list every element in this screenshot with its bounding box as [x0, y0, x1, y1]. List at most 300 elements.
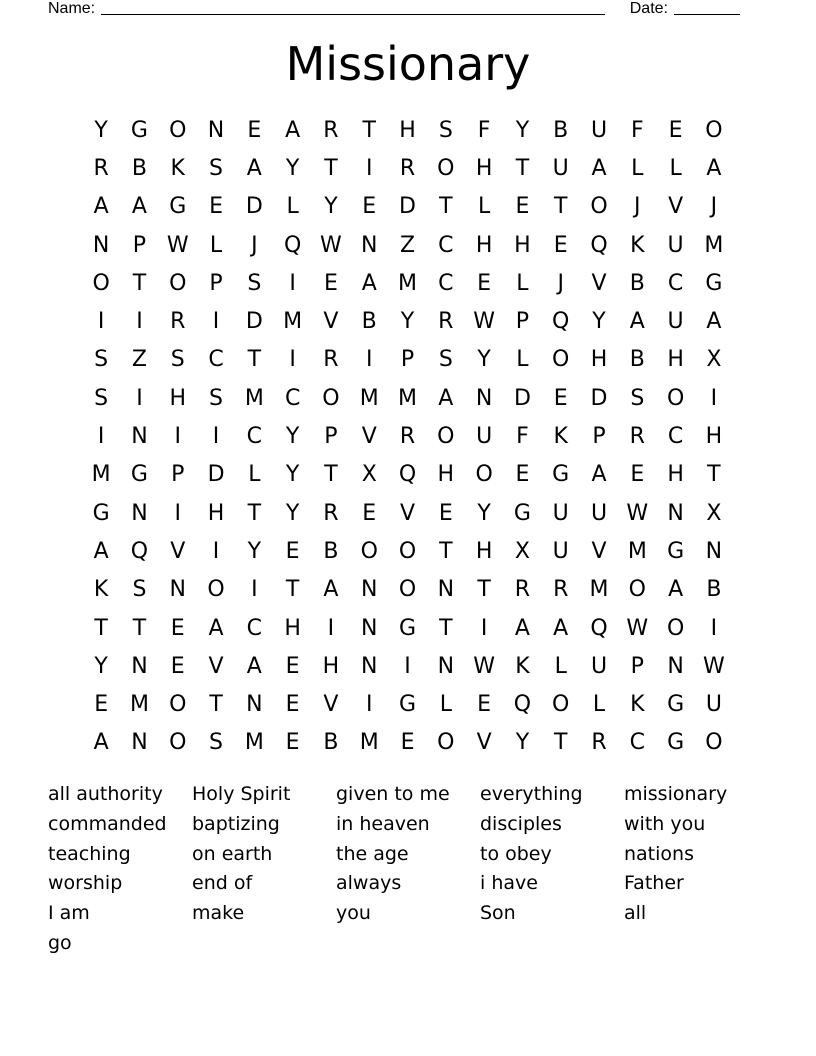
grid-letter[interactable]: E [438, 500, 453, 526]
grid-letter[interactable]: N [437, 653, 455, 679]
grid-letter[interactable]: Y [285, 424, 300, 450]
grid-letter[interactable]: O [437, 424, 455, 450]
grid-letter[interactable]: Y [94, 117, 108, 143]
grid-letter[interactable]: G [667, 692, 685, 718]
grid-letter[interactable]: R [553, 577, 569, 603]
grid-letter[interactable]: N [207, 117, 225, 143]
grid-letter[interactable]: T [707, 462, 721, 488]
grid-letter[interactable]: G [513, 500, 531, 526]
grid-letter[interactable]: C [208, 347, 224, 373]
grid-letter[interactable]: W [626, 615, 649, 641]
grid-letter[interactable]: L [554, 653, 567, 679]
grid-letter[interactable]: T [209, 692, 223, 718]
grid-letter[interactable]: V [361, 424, 377, 450]
name-blank-line[interactable] [101, 0, 605, 15]
grid-letter[interactable]: R [438, 309, 454, 335]
grid-letter[interactable]: I [404, 653, 411, 679]
grid-letter[interactable]: O [552, 692, 570, 718]
grid-letter[interactable]: A [706, 309, 722, 335]
grid-letter[interactable]: J [634, 194, 641, 220]
grid-letter[interactable]: H [667, 462, 684, 488]
grid-letter[interactable]: E [477, 692, 492, 718]
grid-letter[interactable]: N [131, 730, 148, 756]
grid-letter[interactable]: N [475, 385, 493, 411]
grid-letter[interactable]: Z [399, 232, 416, 258]
grid-letter[interactable]: M [704, 232, 724, 258]
grid-letter[interactable]: C [629, 730, 645, 756]
grid-letter[interactable]: Q [552, 309, 570, 335]
grid-letter[interactable]: S [94, 347, 109, 373]
grid-letter[interactable]: L [477, 194, 491, 220]
word-list-item: commanded [48, 812, 167, 835]
grid-letter[interactable]: I [97, 424, 105, 450]
grid-letter[interactable]: E [323, 270, 338, 296]
word-list-item: missionary [624, 783, 728, 805]
grid-letter[interactable]: A [438, 385, 454, 411]
grid-letter[interactable]: A [553, 615, 569, 641]
grid-letter[interactable]: P [324, 424, 338, 450]
word-list-item: make [192, 902, 245, 925]
grid-letter[interactable]: H [590, 347, 608, 373]
grid-letter[interactable]: O [360, 538, 378, 564]
grid-letter[interactable]: M [359, 730, 379, 756]
grid-letter[interactable]: Y [285, 462, 300, 488]
grid-letter[interactable]: I [212, 538, 220, 564]
grid-letter[interactable]: A [323, 577, 339, 603]
grid-letter[interactable]: O [666, 615, 685, 641]
grid-letter[interactable]: T [553, 730, 568, 756]
grid-letter[interactable]: S [209, 385, 224, 411]
grid-letter[interactable]: Q [130, 538, 149, 564]
grid-letter[interactable]: G [130, 117, 148, 143]
grid-letter[interactable]: U [552, 500, 569, 526]
grid-letter[interactable]: M [129, 692, 149, 718]
grid-letter[interactable]: Y [94, 653, 108, 679]
grid-letter[interactable]: I [289, 270, 296, 296]
grid-letter[interactable]: R [399, 424, 416, 450]
grid-letter[interactable]: L [631, 155, 644, 181]
grid-letter[interactable]: U [667, 232, 684, 258]
grid-letter[interactable]: Y [515, 730, 530, 756]
grid-letter[interactable]: H [207, 500, 225, 526]
grid-letter[interactable]: Z [131, 347, 147, 373]
grid-letter[interactable]: K [630, 692, 645, 718]
grid-letter[interactable]: G [398, 692, 417, 718]
word-list-item: go [48, 931, 72, 954]
grid-letter[interactable]: M [91, 462, 111, 488]
grid-letter[interactable]: E [170, 653, 185, 679]
grid-letter[interactable]: H [322, 653, 340, 679]
grid-letter[interactable]: A [93, 194, 109, 220]
grid-letter[interactable]: O [705, 730, 723, 756]
grid-letter[interactable]: L [209, 232, 223, 258]
letter-grid [82, 111, 733, 762]
grid-letter[interactable]: S [438, 347, 453, 373]
grid-letter[interactable]: W [626, 500, 649, 526]
grid-letter[interactable]: N [437, 577, 455, 603]
grid-letter[interactable]: D [513, 385, 531, 411]
grid-letter[interactable]: G [92, 500, 110, 526]
grid-letter[interactable]: E [362, 500, 377, 526]
grid-letter[interactable]: H [399, 117, 416, 143]
grid-letter[interactable]: F [630, 117, 644, 143]
grid-letter[interactable]: N [667, 653, 684, 679]
grid-letter[interactable]: O [552, 347, 570, 373]
grid-letter[interactable]: B [706, 577, 722, 603]
grid-letter[interactable]: I [174, 500, 181, 526]
grid-letter[interactable]: O [322, 385, 340, 411]
grid-letter[interactable]: U [590, 500, 608, 526]
grid-letter[interactable]: C [246, 424, 263, 450]
grid-letter[interactable]: A [706, 155, 722, 181]
grid-letter[interactable]: N [360, 653, 378, 679]
grid-letter[interactable]: X [706, 347, 722, 373]
grid-letter[interactable]: I [97, 309, 105, 335]
grid-letter[interactable]: X [361, 462, 377, 488]
grid-letter[interactable]: L [439, 692, 452, 718]
grid-letter[interactable]: T [324, 155, 338, 181]
grid-letter[interactable]: L [516, 270, 529, 296]
grid-letter[interactable]: A [591, 462, 607, 488]
grid-letter[interactable]: V [476, 730, 492, 756]
grid-letter[interactable]: G [169, 194, 187, 220]
grid-letter[interactable]: R [93, 155, 109, 181]
grid-letter[interactable]: P [171, 462, 185, 488]
grid-letter[interactable]: O [169, 730, 187, 756]
grid-letter[interactable]: I [365, 347, 373, 373]
grid-letter[interactable]: M [589, 577, 609, 603]
grid-letter[interactable]: R [323, 347, 339, 373]
grid-letter[interactable]: E [515, 194, 530, 220]
grid-letter[interactable]: I [365, 692, 373, 718]
grid-letter[interactable]: C [438, 232, 454, 258]
grid-letter[interactable]: Y [477, 347, 491, 373]
grid-letter[interactable]: T [439, 615, 453, 641]
grid-letter[interactable]: N [131, 500, 148, 526]
grid-letter[interactable]: T [132, 615, 147, 641]
grid-letter[interactable]: Y [247, 538, 262, 564]
grid-letter[interactable]: E [285, 538, 300, 564]
grid-letter[interactable]: R [514, 577, 531, 603]
grid-letter[interactable]: I [136, 385, 143, 411]
grid-letter[interactable]: T [439, 194, 453, 220]
grid-letter[interactable]: A [93, 538, 109, 564]
grid-letter[interactable]: J [251, 232, 258, 258]
grid-letter[interactable]: G [667, 538, 685, 564]
grid-letter[interactable]: W [320, 232, 342, 258]
grid-letter[interactable]: Y [285, 500, 300, 526]
grid-letter[interactable]: V [591, 538, 607, 564]
grid-letter[interactable]: G [130, 462, 148, 488]
grid-letter[interactable]: W [703, 653, 725, 679]
grid-letter[interactable]: E [668, 117, 683, 143]
grid-letter[interactable]: H [514, 232, 531, 258]
grid-letter[interactable]: Q [283, 232, 302, 258]
grid-letter[interactable]: H [667, 347, 684, 373]
grid-letter[interactable]: Y [515, 117, 530, 143]
grid-letter[interactable]: Y [400, 309, 415, 335]
grid-letter[interactable]: N [705, 538, 723, 564]
grid-letter[interactable]: C [667, 270, 684, 296]
grid-letter[interactable]: I [327, 615, 335, 641]
grid-letter[interactable]: O [398, 577, 417, 603]
grid-letter[interactable]: A [285, 117, 301, 143]
grid-letter[interactable]: S [209, 730, 224, 756]
grid-letter[interactable]: O [92, 270, 110, 296]
grid-letter[interactable]: N [360, 615, 378, 641]
grid-letter[interactable]: E [170, 615, 185, 641]
grid-letter[interactable]: E [247, 117, 262, 143]
grid-letter[interactable]: G [398, 615, 417, 641]
grid-letter[interactable]: O [169, 117, 187, 143]
grid-letter[interactable]: O [398, 538, 417, 564]
grid-letter[interactable]: T [132, 270, 147, 296]
grid-letter[interactable]: N [169, 577, 186, 603]
grid-letter[interactable]: X [706, 500, 722, 526]
grid-letter[interactable]: A [668, 577, 684, 603]
grid-letter[interactable]: W [473, 653, 495, 679]
grid-letter[interactable]: O [705, 117, 723, 143]
grid-letter[interactable]: K [630, 232, 645, 258]
grid-letter[interactable]: N [360, 232, 378, 258]
grid-letter[interactable]: G [705, 270, 723, 296]
grid-letter[interactable]: E [515, 462, 530, 488]
grid-letter[interactable]: O [207, 577, 225, 603]
grid-letter[interactable]: N [667, 500, 684, 526]
grid-letter[interactable]: I [480, 615, 488, 641]
grid-letter[interactable]: V [208, 653, 224, 679]
grid-letter[interactable]: K [515, 653, 530, 679]
grid-letter[interactable]: I [136, 309, 143, 335]
grid-letter[interactable]: O [475, 462, 493, 488]
grid-letter[interactable]: B [131, 155, 147, 181]
grid-letter[interactable]: P [630, 653, 644, 679]
grid-letter[interactable]: E [285, 692, 300, 718]
grid-letter[interactable]: V [399, 500, 416, 526]
grid-letter[interactable]: E [553, 232, 568, 258]
grid-letter[interactable]: P [515, 309, 530, 335]
grid-letter[interactable]: R [399, 155, 416, 181]
grid-letter[interactable]: P [400, 347, 415, 373]
grid-letter[interactable]: E [285, 730, 300, 756]
grid-letter[interactable]: K [93, 577, 109, 603]
grid-letter[interactable]: H [475, 155, 493, 181]
grid-letter[interactable]: Y [477, 500, 491, 526]
grid-letter[interactable]: O [169, 270, 187, 296]
grid-letter[interactable]: L [516, 347, 529, 373]
grid-letter[interactable]: O [628, 577, 646, 603]
grid-letter[interactable]: T [94, 615, 108, 641]
grid-letter[interactable]: T [553, 194, 568, 220]
grid-letter[interactable]: H [284, 615, 301, 641]
grid-letter[interactable]: T [439, 538, 453, 564]
grid-letter[interactable]: I [710, 615, 718, 641]
grid-letter[interactable]: L [592, 692, 606, 718]
grid-letter[interactable]: A [93, 730, 109, 756]
grid-letter[interactable]: L [669, 155, 682, 181]
grid-letter[interactable]: O [437, 155, 455, 181]
grid-letter[interactable]: T [285, 577, 300, 603]
grid-letter[interactable]: V [668, 194, 684, 220]
grid-letter[interactable]: D [399, 194, 416, 220]
grid-letter[interactable]: L [248, 462, 261, 488]
grid-letter[interactable]: O [169, 692, 187, 718]
word-list-item: you [336, 902, 371, 925]
grid-letter[interactable]: G [667, 730, 685, 756]
grid-letter[interactable]: A [361, 270, 377, 296]
grid-letter[interactable]: U [552, 538, 569, 564]
grid-letter[interactable]: T [362, 117, 376, 143]
word-list-item: i have [480, 872, 538, 895]
grid-letter[interactable]: T [324, 462, 338, 488]
grid-letter[interactable]: H [437, 462, 455, 488]
grid-letter[interactable]: B [361, 309, 377, 335]
grid-letter[interactable]: I [212, 424, 220, 450]
grid-letter[interactable]: A [131, 194, 147, 220]
grid-letter[interactable]: P [592, 424, 606, 450]
grid-letter[interactable]: K [553, 424, 568, 450]
grid-letter[interactable]: W [473, 309, 495, 335]
grid-letter[interactable]: A [246, 155, 262, 181]
grid-letter[interactable]: M [359, 385, 379, 411]
grid-letter[interactable]: D [245, 194, 263, 220]
grid-letter[interactable]: R [591, 730, 607, 756]
grid-letter[interactable]: L [286, 194, 299, 220]
grid-letter[interactable]: I [710, 385, 718, 411]
grid-letter[interactable]: Q [513, 692, 532, 718]
grid-letter[interactable]: C [438, 270, 454, 296]
grid-letter[interactable]: F [516, 424, 529, 450]
grid-letter[interactable]: M [283, 309, 303, 335]
grid-letter[interactable]: S [630, 385, 645, 411]
grid-letter[interactable]: M [244, 385, 264, 411]
grid-letter[interactable]: H [705, 424, 723, 450]
grid-letter[interactable]: D [590, 385, 608, 411]
grid-letter[interactable]: I [365, 155, 373, 181]
grid-letter[interactable]: B [553, 117, 569, 143]
grid-letter[interactable]: W [166, 232, 189, 258]
grid-letter[interactable]: A [246, 653, 262, 679]
grid-letter[interactable]: C [246, 615, 263, 641]
grid-letter[interactable]: J [557, 270, 564, 296]
grid-letter[interactable]: T [247, 347, 262, 373]
date-blank-line[interactable] [674, 0, 740, 15]
grid-letter[interactable]: E [285, 653, 300, 679]
grid-letter[interactable]: D [245, 309, 263, 335]
grid-letter[interactable]: S [170, 347, 185, 373]
grid-letter[interactable]: V [323, 692, 339, 718]
grid-letter[interactable]: B [629, 270, 645, 296]
grid-letter[interactable]: M [244, 730, 264, 756]
grid-letter[interactable]: Y [324, 194, 338, 220]
grid-letter[interactable]: U [590, 117, 608, 143]
grid-letter[interactable]: U [667, 309, 684, 335]
grid-letter[interactable]: V [170, 538, 186, 564]
grid-letter[interactable]: Y [285, 155, 300, 181]
grid-letter[interactable]: T [477, 577, 491, 603]
grid-letter[interactable]: K [170, 155, 185, 181]
grid-letter[interactable]: E [553, 385, 568, 411]
grid-letter[interactable]: M [398, 385, 418, 411]
grid-letter[interactable]: A [591, 155, 607, 181]
grid-letter[interactable]: M [398, 270, 418, 296]
grid-letter[interactable]: R [323, 117, 339, 143]
grid-letter[interactable]: H [475, 538, 493, 564]
grid-letter[interactable]: E [94, 692, 109, 718]
grid-letter[interactable]: A [629, 309, 645, 335]
grid-letter[interactable]: I [251, 577, 258, 603]
grid-letter[interactable]: U [552, 155, 569, 181]
grid-letter[interactable]: E [630, 462, 645, 488]
grid-letter[interactable]: I [289, 347, 296, 373]
grid-letter[interactable]: J [710, 194, 718, 220]
grid-letter[interactable]: N [131, 424, 148, 450]
grid-letter[interactable]: H [169, 385, 187, 411]
grid-letter[interactable]: A [208, 615, 224, 641]
grid-letter[interactable]: R [629, 424, 645, 450]
grid-letter[interactable]: V [591, 270, 607, 296]
grid-letter[interactable]: O [437, 730, 455, 756]
grid-letter[interactable]: V [323, 309, 339, 335]
grid-letter[interactable]: X [514, 538, 530, 564]
grid-letter[interactable]: E [362, 194, 377, 220]
grid-letter[interactable]: U [590, 653, 608, 679]
grid-letter[interactable]: C [284, 385, 301, 411]
grid-letter[interactable]: Y [592, 309, 606, 335]
grid-letter[interactable]: I [212, 309, 220, 335]
grid-letter[interactable]: A [514, 615, 530, 641]
grid-letter[interactable]: F [477, 117, 491, 143]
grid-letter[interactable]: N [131, 653, 148, 679]
grid-letter[interactable]: O [590, 194, 608, 220]
grid-letter[interactable]: R [170, 309, 186, 335]
grid-letter[interactable]: N [92, 232, 110, 258]
grid-letter[interactable]: E [209, 194, 223, 220]
grid-letter[interactable]: U [476, 424, 493, 450]
grid-letter[interactable]: E [400, 730, 415, 756]
grid-letter[interactable]: M [627, 538, 647, 564]
grid-letter[interactable]: D [207, 462, 225, 488]
grid-letter[interactable]: Q [590, 232, 608, 258]
word-list-item: on earth [192, 842, 273, 865]
grid-letter[interactable]: G [552, 462, 570, 488]
grid-letter[interactable]: B [629, 347, 645, 373]
grid-letter[interactable]: U [705, 692, 722, 718]
grid-letter[interactable]: O [666, 385, 685, 411]
grid-letter[interactable]: S [438, 117, 453, 143]
grid-letter[interactable]: P [209, 270, 223, 296]
grid-letter[interactable]: S [94, 385, 109, 411]
grid-letter[interactable]: I [174, 424, 181, 450]
grid-letter[interactable]: E [477, 270, 492, 296]
grid-letter[interactable]: T [515, 155, 530, 181]
grid-letter[interactable]: T [247, 500, 262, 526]
word-list-item: with you [624, 812, 706, 835]
grid-letter[interactable]: B [323, 538, 339, 564]
grid-letter[interactable]: P [132, 232, 147, 258]
grid-letter[interactable]: C [667, 424, 684, 450]
grid-letter[interactable]: S [209, 155, 224, 181]
grid-letter[interactable]: S [247, 270, 262, 296]
grid-letter[interactable]: N [360, 577, 378, 603]
grid-letter[interactable]: N [246, 692, 263, 718]
grid-letter[interactable]: B [323, 730, 339, 756]
grid-letter[interactable]: H [475, 232, 493, 258]
grid-letter[interactable]: Q [398, 462, 417, 488]
grid-letter[interactable]: S [132, 577, 147, 603]
grid-letter[interactable]: R [323, 500, 339, 526]
grid-letter[interactable]: Q [590, 615, 608, 641]
